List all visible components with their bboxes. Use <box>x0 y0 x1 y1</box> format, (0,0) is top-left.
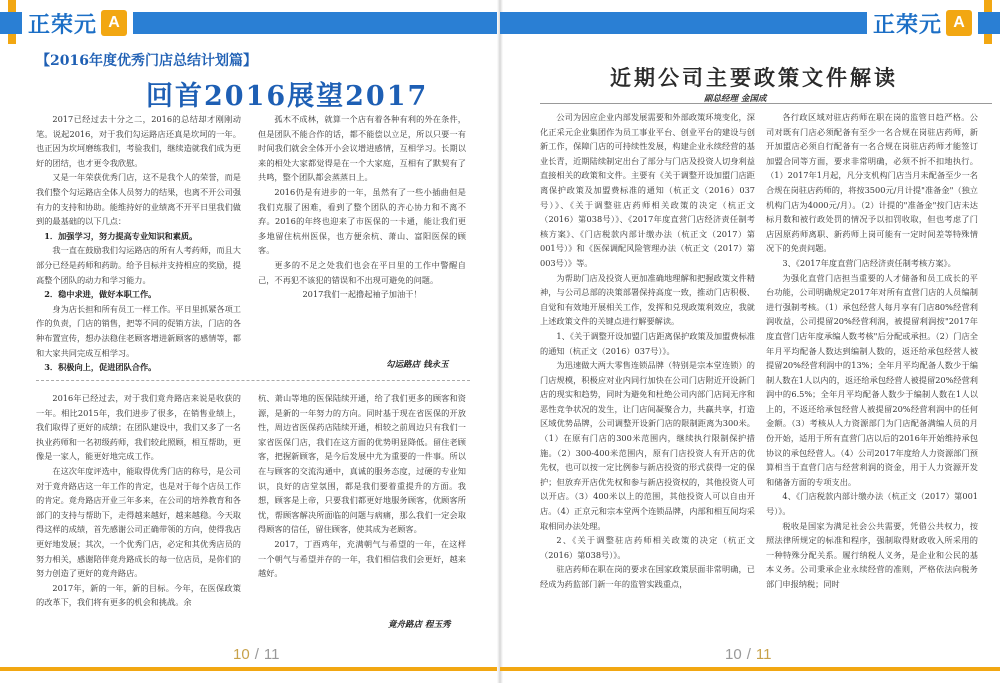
paragraph: 公司为因应企业内部发展需要和外部政策环境变化，深化正采元企业集团作为员工事业平台、创业平台的建设与创新工作，保障门店的可持续性发展，构建企业永续经营的基业长青，近期陆续制定出台了部分与门店及投资人切身利益直接相关的政策和文件。主要有《关于调整开设加盟门店距离保护政策及加盟费标准的通知（杭正文（2016）037号）》、《关于调整驻店药师相关政策的决定（杭正文（2016）第038号）》、《2017年度直营门店经济责任制考核方案》、《门店税款内部计缴办法（杭正文（2017）第001号）》和《医保调配风险管理办法（杭正文（2017）第003号）》等。 <box>540 112 755 268</box>
page-total: 11 <box>755 646 772 663</box>
paragraph: 驻店药师在职在岗的要求在国家政策层面非常明确，已经成为药监部门新一年的监管实践重点， <box>540 564 755 589</box>
paragraph: 1、《关于调整开设加盟门店距离保护政策及加盟费标准的通知（杭正文（2016）037号）》。 <box>540 330 755 356</box>
paragraph: 孤木不成林，就算一个店有着各种有利的外在条件，但是团队不能合作的话，都不能偿以立足，所以只要一有时间我们就会全体开小会议增进感情，互相学习。长期以来的相处大家都觉得是在一个大家庭，互相有了默契有了共鸣，整个团队都会蒸蒸日上。 <box>258 114 466 183</box>
article-column-4 <box>258 391 466 581</box>
paragraph: 3、《2017年度直营门店经济责任制考核方案》。 <box>782 257 956 268</box>
page-current: 10 <box>725 646 742 663</box>
section-heading: 2．稳中求进，做好本职工作。 <box>44 289 157 300</box>
paragraph: 2016仍是有进步的一年，虽然有了一些小插曲但是我们克服了困难，看到了整个团队的齐心协力和不离不弃。2016的年终也迎来了市医保的一卡通，能让我们更多地留住杭州医保，也方便余杭、萧山、富阳医保的顾客。 <box>258 186 466 256</box>
article-column-1 <box>36 112 241 375</box>
footer-bar <box>0 667 500 671</box>
section-heading: 1．加强学习，努力提高专业知识和素质。 <box>44 230 198 241</box>
paragraph: 为迅速做大两大零售连锁品牌（特别是宗本堂连锁）的门店规模，积极应对业内同行加快在公司门店附近开设新门店的现实和趋势，同时为避免和杜绝公司内部门店间无序和恶性竞争状况的发生，让门店间凝聚合力，共赢共享，打造区域优势品牌，公司调整开设新门店的限制距离为300米。（1）在原有门店的300米范围内，继续执行限制保护措施。（2）300-400米范围内，原有门店投资人有开店的优先权，也可以按一定比例参与新店投资的形式获得一定的保护；但放弃开店优先权和参与新店投资权的，其他投资人可以开店。（3）400米以上的范围，其他投资人可以自由开店。（4）正京元和宗本堂两个连锁品牌，内部和相互间均采取相同办法处理。 <box>540 360 755 531</box>
author-signature: 勾运路店 钱永玉 <box>386 360 449 370</box>
paragraph: 我一直在鼓励我们勾运路店的所有人考药师，而且大部分已经是药师和药助。给予目标并支持相应的奖励，提高整个团队的动力和学习能力。 <box>36 245 241 285</box>
article-column-2 <box>258 112 466 302</box>
paragraph: 杭、萧山等地的医保陆续开通，给了我们更多的顾客和资源，是新的一年努力的方向。同时基于现在省医保的开放性，周边省医保药店陆续开通，相较之前周边只有我们一家省医保门店，我们在这方面的优势明显降低。留住老顾客，把握新顾客，是今后发展中尤为重要的一件事。所以在与顾客的交流沟通中，真诚的服务态度，过硬的专业知识，良好的店堂氛围，都是我们要着重提升的方面。我想，顾客是上帝，只要我们都更好地服务顾客，优顾客所忧，帮顾客解决所面临的问题与病痛，那么我们一定会取得顾客的信任，留住顾客，使其成为老顾客。 <box>258 393 466 535</box>
article-column-1 <box>540 110 755 592</box>
paragraph: 各行政区域对驻店药师在职在岗的监管日趋严格。公司对既有门店必须配备有至少一名合规在岗驻店药师，新开加盟店必须自行配备有一名合规在岗驻店药师才能签订加盟合同等方面，要求非常明确，必须不折不扣地执行。（1）2017年1月起，凡分支机构门店当月未配备至少一名合规在岗驻店药师的，将按3500元/月计提"准备金"（独立机构门店为4000元/月）。（2）计提的"准备金"按门店未达标月数和被行政处罚的情况予以扣罚收取，但也考虑了门店因原药师离职、新药师上岗可能有一定时间差等特殊情况下的免责问题。 <box>766 112 978 254</box>
right-page <box>500 0 1000 683</box>
paragraph: 2017已经过去十分之二，2016的总结却才刚刚动笔。说起2016，对于我们勾运路店还真是坎坷的一年。也正因为坎坷磨练我们，考验我们，继续造就我们成为更好的团结，也才更令我欣慰。 <box>36 114 241 168</box>
paragraph: 为强化直营门店担当重要的人才储备和员工成长的平台功能，公司明确规定2017年对所有直营门店的人员编制进行强制考核。（1）承包经营人每月享有门店80%经营利润收益，公司提留20%经营利润，被提留利润按"2017年度直营门店年度承编人数考核"后分配或承担。（2）门店全年月平均配备人数达到编制人数的，返还给承包经营人被提留20%经营利润中的13%；全年月平均配备人数少于编制人数在1人以内的，返还给承包经营人被提留20%经营利润中的6.5%；全年月平均配备人数少于编制人数在1人以上的，不返还给承包经营人被提留20%经营利润中的任何金额。（3）考核从人力资源部门为门店配备满编人员的月份开始，适用于所有直营门店以后的2016年开始维持承包协议的承包经营人。（4）公司2017年度给人力资源部门预算相当于直营门店与经营利润的资金，用于人力资源开发和储备方面的专项支出。 <box>766 272 978 487</box>
article-column-3 <box>36 391 241 610</box>
paragraph: 2、《关于调整驻店药师相关政策的决定（杭正文（2016）第038号）》。 <box>540 535 755 560</box>
paragraph: 2016年已经过去，对于我们竟舟路店来说是收获的一年。相比2015年，我们进步了很多，在销售业绩上，我们取得了更好的成绩；在团队建设中，我们又多了一名执业药师和一名初级药师，我们较此照顾，相互帮助，更像是一家人，能更好地完成工作。 <box>36 393 241 462</box>
paragraph: 税收是国家为满足社会公共需要，凭借公共权力，按照法律所规定的标准和程序，强制取得财政收入所采用的一种特殊分配关系。履行纳税人义务，是企业和公民的基本义务。公司秉承企业永续经营的准则，严格依法向税务部门申报纳税；同时 <box>766 520 978 589</box>
logo-mark-icon: A <box>101 10 127 36</box>
author-byline: 副总经理 金国成 <box>704 94 767 104</box>
section-label: 【2016年度优秀门店总结计划篇】 <box>36 53 257 69</box>
article-title: 回首2016展望2017 <box>146 81 429 112</box>
article-column-2 <box>766 110 978 592</box>
logo-text: 正荣元 <box>28 11 98 37</box>
page-total: 11 <box>263 646 280 663</box>
paragraph: 2017，丁酉鸡年，充满朝气与希望的一年，在这样一个朝气与希望并存的一年，我们相信我们会更好，越来越好。 <box>258 538 466 579</box>
page-number: 10 / 11 <box>725 646 772 663</box>
footer-bar <box>500 667 1000 671</box>
logo-mark-icon: A <box>946 10 972 36</box>
logo-text: 正荣元 <box>872 11 942 37</box>
brand-logo <box>867 6 978 40</box>
page-current: 10 <box>233 646 250 663</box>
paragraph: 2017我们一起撸起袖子加油干！ <box>302 289 422 300</box>
page-number: 10 / 11 <box>233 646 280 663</box>
paragraph: 为帮助门店及投资人更加准确地理解和把握政策文件精神，与公司总部的决策部署保持高度一致，推动门店积极、自觉和有效地开展相关工作，发挥和兑现政策利效应，我就上述政策文件的关键点进行解要解读。 <box>540 272 755 327</box>
section-heading: 3．积极向上，促进团队合作。 <box>44 362 157 373</box>
paragraph: 身为店长担和所有员工一样工作。平日里抓紧各项工作的负责，门店的销售，把等不同的促销方法，门店的各种布置宣传，想办法稳住老顾客增进新顾客的感情等，都和大家共同完成互相学习。 <box>36 303 241 358</box>
paragraph: 在这次年度评选中，能取得优秀门店的称号，是公司对于竟舟路店这一年工作的肯定，也是对于每个店员工作的肯定。竟舟路店开业三年多来，在公司的培养教育和各部门的支持与帮助下，走得越来越好，越来越稳。今天取得这样的成绩，首先感谢公司正确带领的方向，使得我店更好地发展；其次，一个优秀门店，必定和其优秀店员的努力相关，感谢陪伴竟舟路成长的每一位店员，是你们的努力创造了更好的竟舟路店。 <box>36 465 241 579</box>
section-divider <box>36 380 470 381</box>
author-signature: 竟舟路店 程玉秀 <box>388 620 451 630</box>
brand-logo <box>22 6 133 40</box>
paragraph: 2017年，新的一年，新的目标。今年，在医保政策的改革下，我们将有更多的机会和挑战。余 <box>36 582 241 608</box>
article-title: 近期公司主要政策文件解读 <box>610 65 898 90</box>
paragraph: 更多的不足之处我们也会在平日里的工作中警醒自己，不再犯不该犯的错误和不出现可避免的问题。 <box>258 259 466 285</box>
title-rule <box>540 103 992 104</box>
paragraph: 4、《门店税款内部计缴办法（杭正文（2017）第001号）》。 <box>766 491 978 517</box>
paragraph: 又是一年荣获优秀门店，这不是我个人的荣誉，而是我们整个勾运路店全体人员努力的结果，也离不开公司强有力的支持和协助。能维持好的业绩离不开平日里我们做到的最基础的以下几点： <box>36 172 241 227</box>
